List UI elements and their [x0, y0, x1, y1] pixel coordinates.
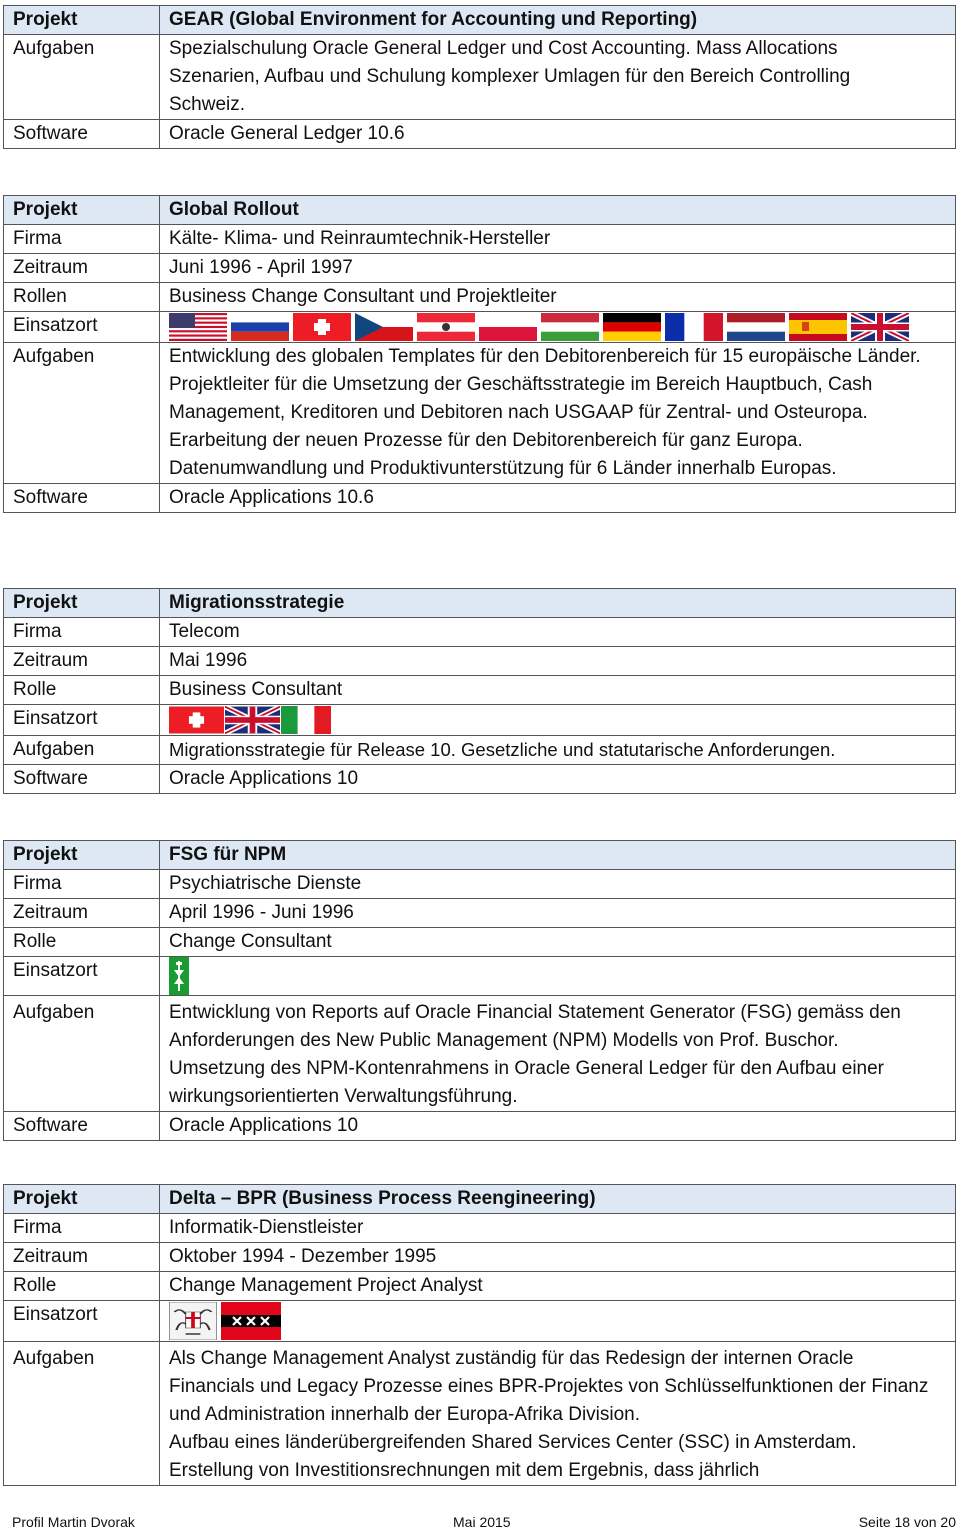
rolle-text: Business Consultant	[160, 676, 956, 705]
aufgaben-text: Spezialschulung Oracle General Ledger und Cost Accounting. Mass Allocations Szenarien, Aufbau und Schulung komplexer Umlagen für den Bereich Controlling Schweiz.	[160, 35, 956, 120]
software-text: Oracle Applications 10	[160, 1112, 956, 1141]
netherlands-flag-icon	[727, 313, 785, 341]
project-table-fsg-npm	[3, 840, 956, 1141]
usa-flag-icon	[169, 313, 227, 341]
austria-flag-icon	[417, 313, 475, 341]
software-text: Oracle Applications 10	[160, 765, 956, 794]
uk-flag-icon	[225, 706, 280, 734]
label-software: Software	[4, 1112, 160, 1141]
footer-author: Profil Martin Dvorak	[12, 1514, 135, 1530]
label-projekt: Projekt	[4, 589, 160, 618]
label-einsatzort: Einsatzort	[4, 1301, 160, 1342]
label-zeitraum: Zeitraum	[4, 254, 160, 283]
einsatzort-flags	[160, 705, 956, 736]
firma-text: Telecom	[160, 618, 956, 647]
aufgaben-paragraph-3: Erstellung von Investitionsrechnungen mit dem Ergebnis, dass jährlich	[169, 1460, 760, 1481]
firma-text: Kälte- Klima- und Reinraumtechnik-Hersteller	[160, 225, 956, 254]
label-aufgaben: Aufgaben	[4, 343, 160, 484]
rolle-text: Change Management Project Analyst	[160, 1272, 956, 1301]
label-aufgaben: Aufgaben	[4, 736, 160, 765]
rollen-text: Business Change Consultant und Projektleiter	[160, 283, 956, 312]
label-rolle: Rolle	[4, 1272, 160, 1301]
label-projekt: Projekt	[4, 1185, 160, 1214]
uk-flag-icon	[851, 313, 909, 341]
label-zeitraum: Zeitraum	[4, 899, 160, 928]
project-table-gear	[3, 5, 956, 149]
zeitraum-text: April 1996 - Juni 1996	[160, 899, 956, 928]
project-table-migrationsstrategie	[3, 588, 956, 794]
project-title: GEAR (Global Environment for Accounting und Reporting)	[160, 6, 956, 35]
label-aufgaben: Aufgaben	[4, 1342, 160, 1486]
france-flag-icon	[665, 313, 723, 341]
switzerland-flag-icon	[169, 706, 224, 734]
poland-flag-icon	[479, 313, 537, 341]
firma-text: Informatik-Dienstleister	[160, 1214, 956, 1243]
label-aufgaben: Aufgaben	[4, 35, 160, 120]
label-einsatzort: Einsatzort	[4, 957, 160, 996]
label-firma: Firma	[4, 618, 160, 647]
zeitraum-text: Juni 1996 - April 1997	[160, 254, 956, 283]
rolle-text: Change Consultant	[160, 928, 956, 957]
label-einsatzort: Einsatzort	[4, 705, 160, 736]
firma-text: Psychiatrische Dienste	[160, 870, 956, 899]
germany-flag-icon	[603, 313, 661, 341]
label-projekt: Projekt	[4, 6, 160, 35]
label-firma: Firma	[4, 870, 160, 899]
label-rolle: Rolle	[4, 928, 160, 957]
aufgaben-text: Migrationsstrategie für Release 10. Gesetzliche und statutarische Anforderungen.	[160, 736, 956, 765]
label-software: Software	[4, 120, 160, 149]
footer-date: Mai 2015	[453, 1514, 511, 1530]
project-title: Delta – BPR (Business Process Reengineering)	[160, 1185, 956, 1214]
label-aufgaben: Aufgaben	[4, 996, 160, 1112]
einsatzort-flags	[160, 312, 956, 343]
switzerland-flag-icon	[293, 313, 351, 341]
aufgaben-paragraph-1: Als Change Management Analyst zuständig für das Redesign der internen Oracle Financials und Legacy Prozesse eines BPR-Projektes von Schlüsselfunktionen der Finanz und Administration innerhalb der Europa-Afrika Division.	[169, 1348, 929, 1425]
spain-flag-icon	[789, 313, 847, 341]
einsatzort-flags	[160, 1301, 956, 1342]
aufgaben-text: Entwicklung von Reports auf Oracle Financial Statement Generator (FSG) gemäss den Anforderungen des New Public Management (NPM) Modells von Prof. Buschor. Umsetzung des NPM-Kontenrahmens in Oracle General Ledger für den Aufbau einer wirkungsorientierten Verwaltungsführung.	[160, 996, 956, 1112]
label-software: Software	[4, 484, 160, 513]
label-software: Software	[4, 765, 160, 794]
aufgaben-text: Entwicklung des globalen Templates für den Debitorenbereich für 15 europäische Länder. Projektleiter für die Umsetzung der Geschäftsstrategie im Bereich Hauptbuch, Cash Management, Kreditoren und Debitoren nach USGAAP für Zentral- und Osteuropa. Erarbeitung der neuen Prozesse für den Debitorenbereich für ganz Europa. Datenumwandlung und Produktivunterstützung für 6 Länder innerhalb Europas.	[160, 343, 956, 484]
aufgaben-text	[160, 1342, 956, 1486]
einsatzort-flags	[160, 957, 956, 996]
project-title: FSG für NPM	[160, 841, 956, 870]
project-table-global-rollout	[3, 195, 956, 513]
label-firma: Firma	[4, 1214, 160, 1243]
zeitraum-text: Mai 1996	[160, 647, 956, 676]
aufgaben-paragraph-2: Aufbau eines länderübergreifenden Shared Services Center (SSC) in Amsterdam.	[169, 1432, 857, 1453]
label-firma: Firma	[4, 225, 160, 254]
amsterdam-flag-icon	[221, 1302, 281, 1340]
label-zeitraum: Zeitraum	[4, 1243, 160, 1272]
footer-page-number: Seite 18 von 20	[858, 1514, 956, 1530]
st-gallen-flag-icon	[169, 957, 189, 995]
software-text: Oracle General Ledger 10.6	[160, 120, 956, 149]
label-projekt: Projekt	[4, 196, 160, 225]
london-coat-of-arms-icon	[169, 1302, 217, 1340]
software-text: Oracle Applications 10.6	[160, 484, 956, 513]
label-projekt: Projekt	[4, 841, 160, 870]
czech-flag-icon	[355, 313, 413, 341]
label-zeitraum: Zeitraum	[4, 647, 160, 676]
project-title: Migrationsstrategie	[160, 589, 956, 618]
project-title: Global Rollout	[160, 196, 956, 225]
label-einsatzort: Einsatzort	[4, 312, 160, 343]
russia-flag-icon	[231, 313, 289, 341]
hungary-flag-icon	[541, 313, 599, 341]
label-rolle: Rolle	[4, 676, 160, 705]
zeitraum-text: Oktober 1994 - Dezember 1995	[160, 1243, 956, 1272]
label-rollen: Rollen	[4, 283, 160, 312]
project-table-delta-bpr	[3, 1184, 956, 1486]
italy-flag-icon	[281, 706, 331, 734]
